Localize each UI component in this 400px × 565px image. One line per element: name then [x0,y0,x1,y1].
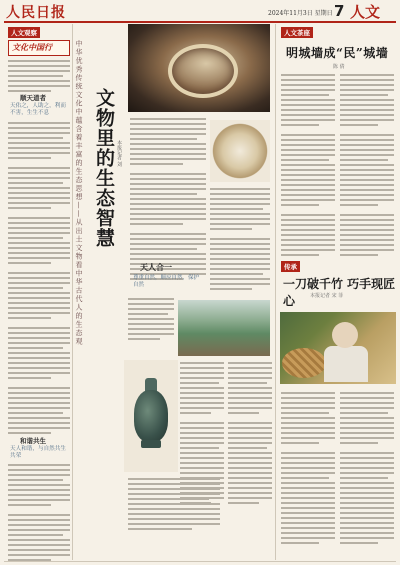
feature-deck: 中华优秀传统文化中蕴含着丰富的生态思想——从出土文物看中华古代人的生态观 [75,40,83,346]
jade-disc-photo [210,120,270,182]
feature-title: 文物里的生态智慧 [93,88,115,248]
left-body-text-1 [8,60,70,92]
feature-body-text-3 [128,298,174,340]
feature-body-text-6 [128,478,220,530]
column-divider [72,24,73,560]
masthead: 人民日报 [6,5,66,21]
page-bottom-rule [4,561,396,562]
right-body-text-2 [340,74,394,256]
feature-subheading-deck: 尊重自然，顺应自然，保护自然 [133,275,200,288]
column-logo: 文化中国行 [12,42,52,52]
right-column-tag: 人文茶座 [281,27,313,38]
page-number: 7 [334,2,345,20]
left-body-text-3 [8,464,70,561]
right-column-tag-2: 传承 [281,261,300,272]
bamboo-weaving-craftsman-photo [280,312,396,384]
section-title: 人文 [350,3,381,21]
right-article-byline-2: 本报记者 宋 菲 [310,293,344,299]
left-body-text-2 [8,122,70,434]
terraced-landscape-photo [178,300,270,356]
right-body-text-3 [281,392,335,544]
left-heading-1: 顺天道者 [20,94,46,102]
right-body-text-4 [340,392,394,544]
bronze-mirror-photo [128,24,270,112]
feature-subheading: 天人合一 [140,262,172,272]
right-article-title-2: 一刀破千竹 巧手现匠心 [283,277,396,308]
left-heading-2: 和谐共生 [20,437,46,445]
right-article-byline: 陈 倩 [333,64,345,70]
left-subhead-1: 天佑之，人助之，利而不害，生生不息 [10,103,66,116]
feature-body-text-2 [210,188,270,290]
left-column-tag: 人文观察 [8,27,40,38]
feature-byline: 本报记者 刘 [116,140,122,167]
left-subhead-2: 天人和谐，与自然共生共荣 [10,446,66,459]
publication-date: 2024年11月3日 星期日 [268,10,333,17]
right-body-text-1 [281,74,335,256]
header-rule [4,21,396,23]
feature-body-text-5 [228,362,272,504]
right-article-title: 明城墙成“民”城墙 [286,46,389,60]
column-divider-right [275,24,276,560]
feature-body-text-1 [130,118,206,280]
celadon-vase-photo [124,360,178,472]
